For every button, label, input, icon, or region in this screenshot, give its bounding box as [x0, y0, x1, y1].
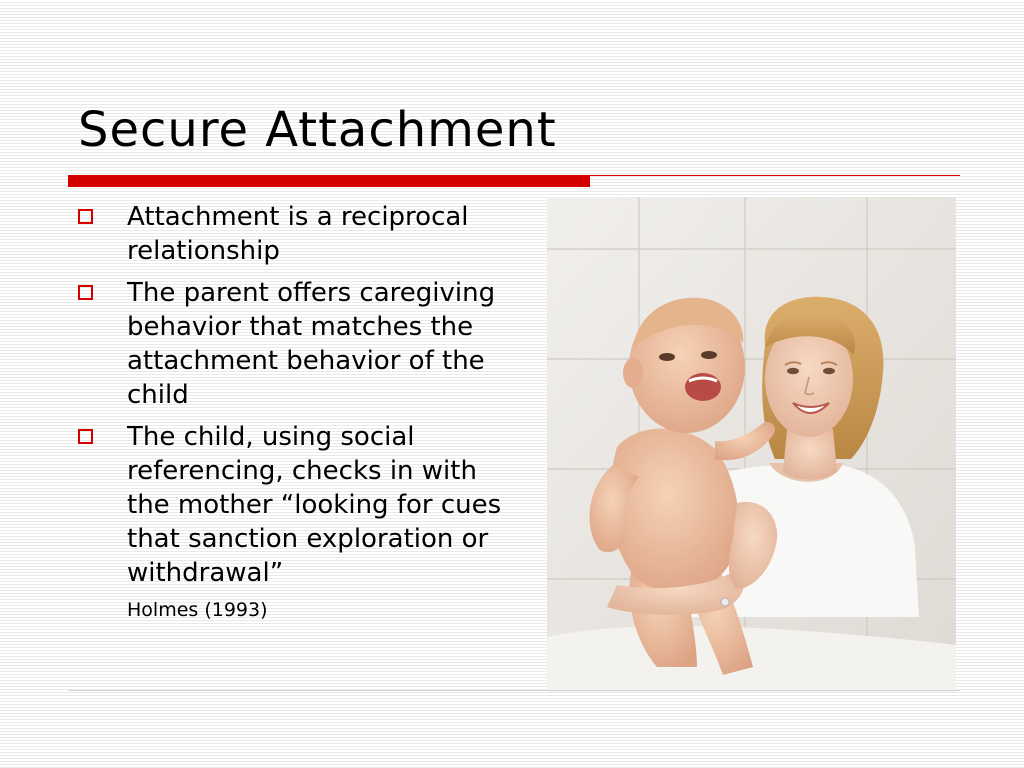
slide-title: Secure Attachment: [78, 102, 557, 158]
bullet-text: The child, using social referencing, checks in with the mother “looking for cues that sanction exploration or withdrawal”: [127, 422, 502, 588]
hollow-square-bullet-icon: [78, 285, 93, 300]
bullet-text: Attachment is a reciprocal relationship: [127, 202, 469, 266]
bullet-text: The parent offers caregiving behavior that matches the attachment behavior of the child: [127, 278, 496, 410]
bullet-item-1: [78, 200, 508, 268]
bullet-item-3: [78, 420, 508, 590]
citation: Holmes (1993): [127, 599, 268, 621]
title-underline-thin: [590, 175, 960, 176]
bullet-list: [78, 200, 508, 622]
hollow-square-bullet-icon: [78, 429, 93, 444]
bullet-item-2: [78, 276, 508, 412]
photo-mother-and-baby: [547, 197, 956, 692]
footer-divider: [68, 690, 960, 691]
hollow-square-bullet-icon: [78, 209, 93, 224]
title-underline-thick: [68, 175, 590, 187]
